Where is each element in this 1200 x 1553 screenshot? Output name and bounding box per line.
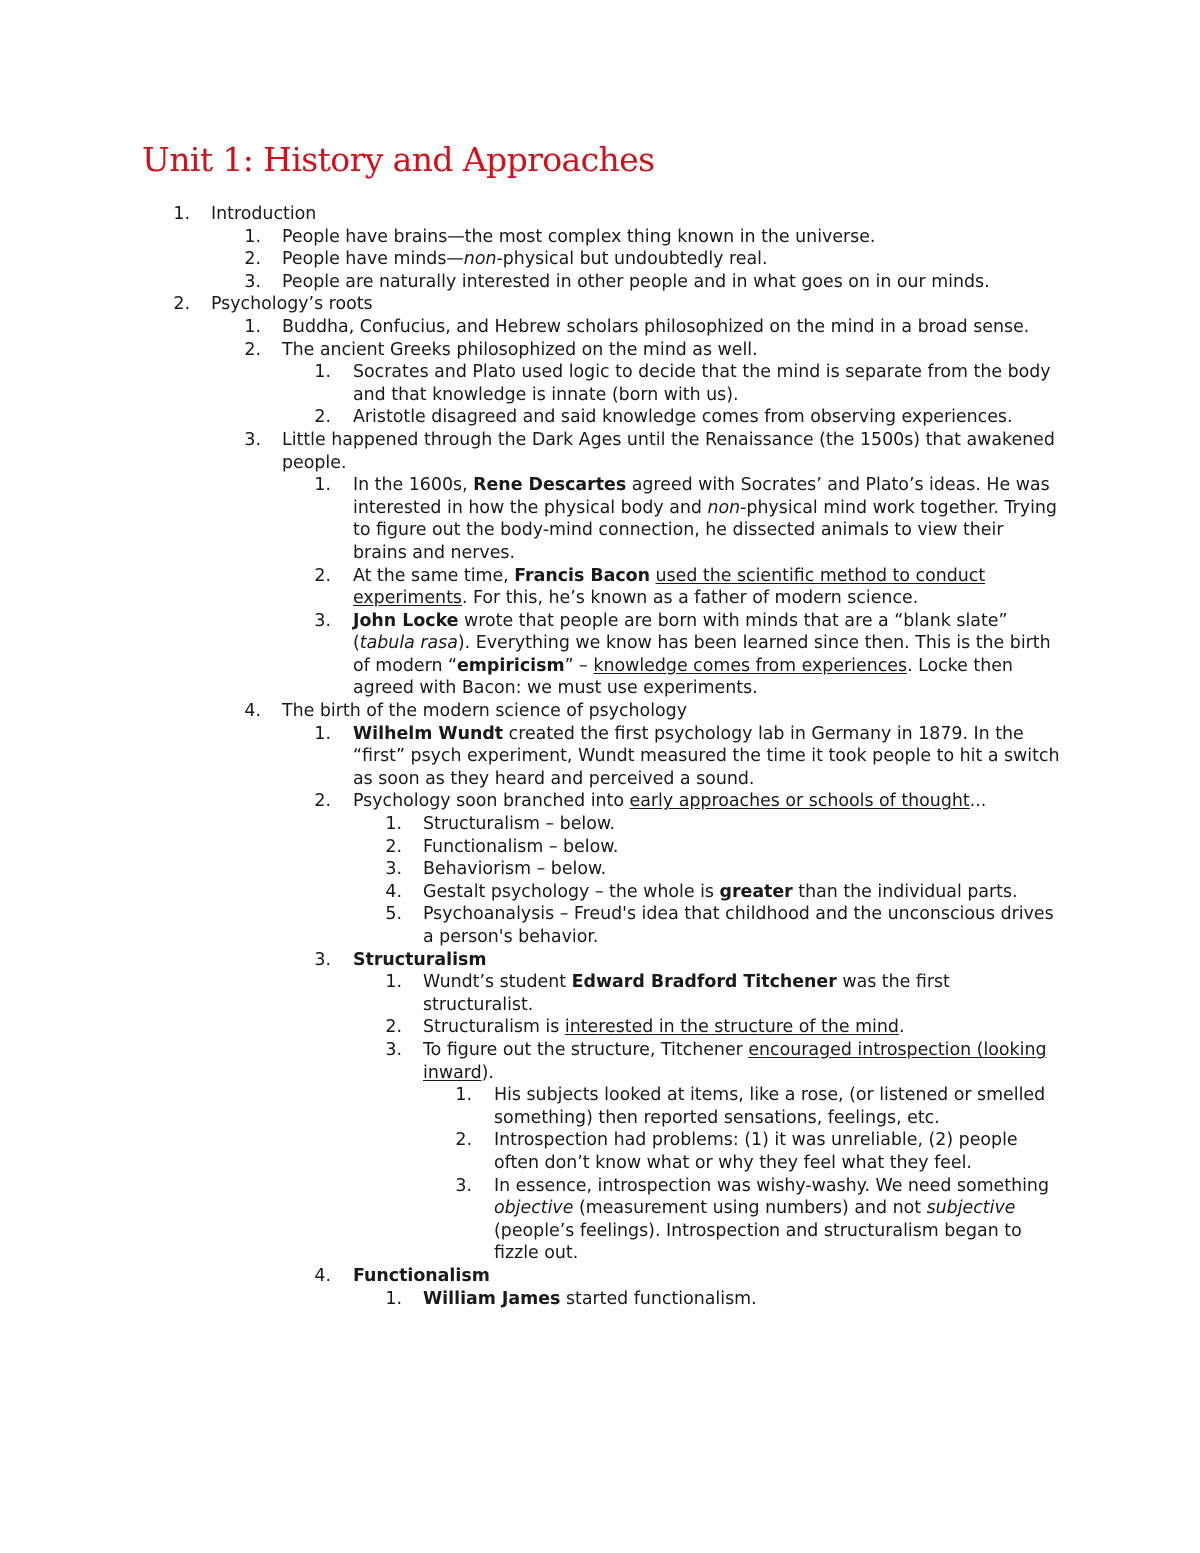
list-item xyxy=(0,971,1200,1016)
list-item xyxy=(0,293,1200,316)
text-run: People have minds— xyxy=(282,249,464,270)
text-run: Psychology soon branched into xyxy=(353,791,630,812)
page-title: Unit 1: History and Approaches xyxy=(142,140,655,179)
text-run: . For this, he’s known as a father of modern science. xyxy=(461,588,919,609)
list-number: 1. xyxy=(244,226,261,247)
list-item xyxy=(0,361,1200,406)
list-item xyxy=(0,1084,1200,1129)
text-run: than the individual parts. xyxy=(792,881,1018,902)
list-item-text xyxy=(494,1175,1060,1265)
list-number: 2. xyxy=(385,1017,402,1038)
list-item-text xyxy=(494,1129,1060,1174)
list-number: 4. xyxy=(244,701,261,722)
list-number: 1. xyxy=(385,814,402,835)
list-item xyxy=(0,949,1200,972)
text-run: Edward Bradford Titchener xyxy=(571,972,837,993)
list-number: 2. xyxy=(314,791,331,812)
text-run: Functionalism xyxy=(353,1265,490,1286)
list-number: 3. xyxy=(385,1039,402,1060)
list-item-text xyxy=(353,610,1060,700)
list-number: 2. xyxy=(244,249,261,270)
text-run: The ancient Greeks philosophized on the mind as well. xyxy=(282,339,758,360)
text-run: Wilhelm Wundt xyxy=(353,723,504,744)
text-run: The birth of the modern science of psychology xyxy=(282,701,688,722)
text-run: Little happened through the Dark Ages until the Renaissance (the 1500s) that awakened people. xyxy=(282,429,1055,473)
list-number: 2. xyxy=(455,1130,472,1151)
text-run: Functionalism – below. xyxy=(423,836,619,857)
list-item-text xyxy=(423,1288,1060,1311)
list-item xyxy=(0,1016,1200,1039)
list-item-text xyxy=(423,903,1060,948)
list-number: 2. xyxy=(173,294,190,315)
list-number: 3. xyxy=(314,610,331,631)
list-item xyxy=(0,700,1200,723)
list-item xyxy=(0,1265,1200,1288)
text-run: Structuralism xyxy=(353,949,487,970)
text-run: wrote that people are born with minds that are a “blank slate” ( xyxy=(353,610,1008,654)
text-run: agreed with Socrates’ and Plato’s ideas. He was interested in how the physical body and xyxy=(353,475,1050,518)
list-number: 3. xyxy=(314,949,331,970)
text-run: Aristotle disagreed and said knowledge comes from observing experiences. xyxy=(353,407,1013,428)
text-run: Psychology’s roots xyxy=(211,294,373,315)
list-item-text xyxy=(423,971,1060,1016)
list-item xyxy=(0,610,1200,700)
text-run: To figure out the structure, Titchener xyxy=(423,1039,749,1060)
list-number: 4. xyxy=(385,881,402,902)
text-run: non xyxy=(463,249,497,270)
list-item-text xyxy=(282,339,1060,362)
list-item xyxy=(0,406,1200,429)
text-run: . Locke then agreed with Bacon: we must use experiments. xyxy=(353,655,1013,699)
list-number: 1. xyxy=(244,316,261,337)
text-run: (measurement using numbers) and not xyxy=(573,1198,927,1219)
list-item xyxy=(0,316,1200,339)
list-item-text xyxy=(423,836,1060,859)
list-item-text xyxy=(211,203,1060,226)
list-item-text xyxy=(423,1039,1060,1084)
list-item-text xyxy=(353,361,1060,406)
text-run: Structuralism – below. xyxy=(423,814,616,835)
list-item xyxy=(0,474,1200,564)
list-item xyxy=(0,858,1200,881)
text-run: Gestalt psychology – the whole is xyxy=(423,881,720,902)
list-item xyxy=(0,1039,1200,1084)
list-item xyxy=(0,226,1200,249)
list-item xyxy=(0,813,1200,836)
list-item xyxy=(0,429,1200,474)
text-run: (people’s feelings). Introspection and structuralism began to fizzle out. xyxy=(494,1220,1022,1264)
outline-list xyxy=(0,203,1200,1310)
text-run: used the scientific method to conduct experiments xyxy=(353,565,986,609)
text-run: non xyxy=(707,497,741,518)
list-item-text xyxy=(282,226,1060,249)
list-item xyxy=(0,790,1200,813)
list-item-text xyxy=(282,316,1060,339)
text-run: early approaches or schools of thought xyxy=(629,791,970,812)
text-run: ... xyxy=(969,791,987,812)
list-item-text xyxy=(423,881,1060,904)
text-run: Buddha, Confucius, and Hebrew scholars philosophized on the mind in a broad sense. xyxy=(282,316,1030,337)
list-item-text xyxy=(423,813,1060,836)
list-item xyxy=(0,203,1200,226)
text-run: People are naturally interested in other people and in what goes on in our minds. xyxy=(282,271,990,292)
text-run: subjective xyxy=(926,1198,1016,1219)
text-run: -physical but undoubtedly real. xyxy=(496,249,768,270)
text-run: ). xyxy=(481,1062,494,1083)
list-item-text xyxy=(353,406,1060,429)
list-number: 4. xyxy=(314,1265,331,1286)
list-number: 1. xyxy=(455,1085,472,1106)
list-item xyxy=(0,271,1200,294)
list-item xyxy=(0,1129,1200,1174)
list-item-text xyxy=(282,248,1060,271)
list-number: 1. xyxy=(173,204,190,224)
text-run: People have brains—the most complex thing known in the universe. xyxy=(282,226,876,247)
text-run: ” – xyxy=(564,655,594,676)
text-run: ). Everything we know has been learned since then. This is the birth of modern “ xyxy=(353,633,1051,676)
text-run: Wundt’s student xyxy=(423,972,572,993)
text-run: started functionalism. xyxy=(560,1288,757,1309)
text-run: greater xyxy=(719,881,793,902)
list-number: 1. xyxy=(314,475,331,496)
list-item xyxy=(0,881,1200,904)
text-run: His subjects looked at items, like a rose, (or listened or smelled something) then reported sensations, feelings, etc. xyxy=(494,1085,1046,1128)
text-run: tabula rasa xyxy=(359,633,458,654)
list-number: 5. xyxy=(385,904,402,925)
text-run: . xyxy=(898,1017,905,1038)
list-item-text xyxy=(282,271,1060,294)
text-run: Behaviorism – below. xyxy=(423,859,607,880)
text-run: interested in the structure of the mind xyxy=(564,1017,899,1038)
text-run: William James xyxy=(423,1288,561,1309)
list-number: 3. xyxy=(385,859,402,880)
text-run: Introspection had problems: (1) it was unreliable, (2) people often don’t know what or why they feel what they feel. xyxy=(494,1130,1018,1173)
list-item-text xyxy=(353,474,1060,564)
list-number: 2. xyxy=(314,407,331,428)
list-number: 3. xyxy=(455,1175,472,1196)
text-run: objective xyxy=(494,1198,574,1219)
list-number: 1. xyxy=(314,362,331,383)
text-run: -physical mind work together. Trying to figure out the body-mind connection, he dissected animals to view their brains and nerves. xyxy=(353,497,1057,563)
text-run: Psychoanalysis – Freud's idea that childhood and the unconscious drives a person's behavior. xyxy=(423,904,1054,947)
list-number: 2. xyxy=(314,565,331,586)
list-item-text xyxy=(353,790,1060,813)
text-run: Structuralism is xyxy=(423,1017,565,1038)
list-number: 1. xyxy=(314,723,331,744)
list-item-text xyxy=(211,293,1060,316)
text-run: Introduction xyxy=(211,204,317,224)
text-run: knowledge comes from experiences xyxy=(593,655,908,676)
list-item-text xyxy=(353,723,1060,791)
list-item-text xyxy=(353,1265,1060,1288)
list-item xyxy=(0,1288,1200,1311)
list-number: 1. xyxy=(385,972,402,993)
text-run: In essence, introspection was wishy-washy. We need something xyxy=(494,1175,1049,1196)
list-item xyxy=(0,248,1200,271)
text-run: John Locke xyxy=(353,610,459,631)
list-number: 1. xyxy=(385,1288,402,1309)
text-run: Rene Descartes xyxy=(473,475,627,496)
text-run: Francis Bacon xyxy=(514,565,651,586)
list-item-text xyxy=(353,565,1060,610)
text-run: At the same time, xyxy=(353,565,515,586)
list-item-text xyxy=(494,1084,1060,1129)
list-item xyxy=(0,903,1200,948)
list-item xyxy=(0,565,1200,610)
list-item xyxy=(0,1175,1200,1265)
list-item xyxy=(0,723,1200,791)
list-item-text xyxy=(282,429,1060,474)
list-number: 3. xyxy=(244,271,261,292)
list-item xyxy=(0,836,1200,859)
list-item-text xyxy=(282,700,1060,723)
text-run: was the first structuralist. xyxy=(423,972,950,1015)
list-item xyxy=(0,339,1200,362)
text-run: In the 1600s, xyxy=(353,475,474,496)
list-item-text xyxy=(423,858,1060,881)
list-number: 2. xyxy=(244,339,261,360)
text-run: Socrates and Plato used logic to decide that the mind is separate from the body and that knowledge is innate (born with us). xyxy=(353,362,1051,405)
list-number: 3. xyxy=(244,429,261,450)
text-run: created the first psychology lab in Germany in 1879. In the “first” psych experiment, Wundt measured the time it took people to hit a switch as soon as they heard and perceived a sound. xyxy=(353,723,1060,789)
text-run: empiricism xyxy=(457,655,565,676)
list-item-text xyxy=(353,949,1060,972)
list-number: 2. xyxy=(385,836,402,857)
list-item-text xyxy=(423,1016,1060,1039)
text-run: encouraged introspection (looking inward xyxy=(423,1039,1047,1083)
